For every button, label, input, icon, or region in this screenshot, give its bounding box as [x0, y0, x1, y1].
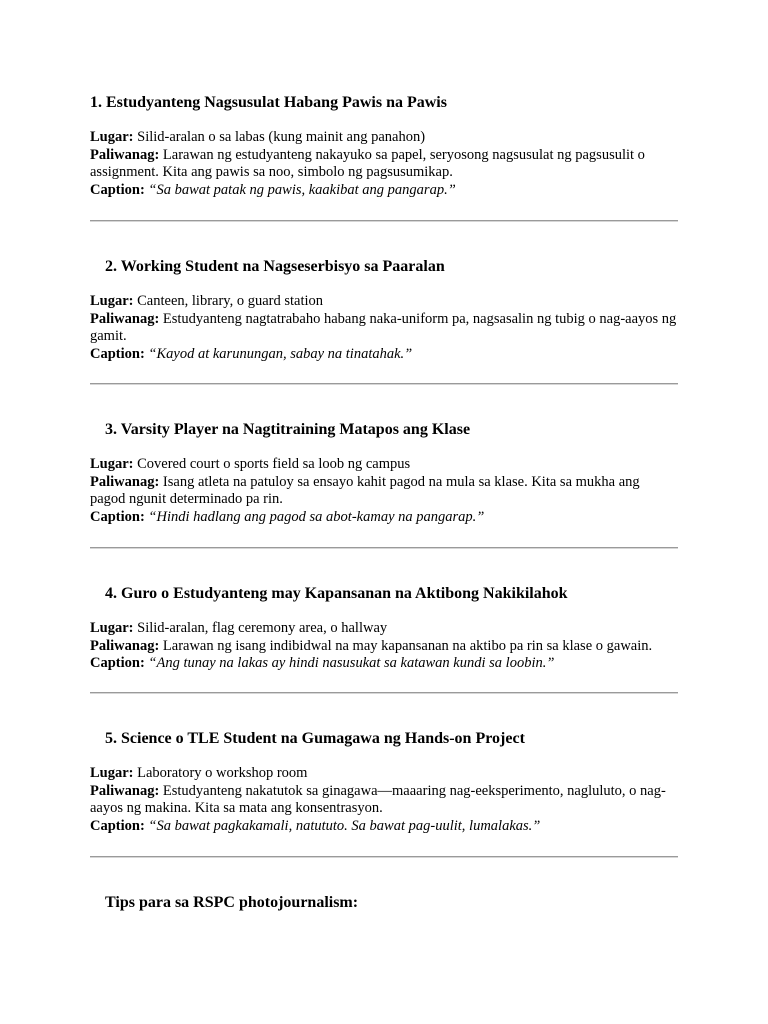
- paliwanag-label: Paliwanag:: [90, 637, 160, 654]
- section-heading: 3. Varsity Player na Nagtitraining Matapos ang Klase: [105, 421, 471, 438]
- lugar-text: Canteen, library, o guard station: [137, 293, 324, 309]
- horizontal-rule: [90, 547, 678, 549]
- horizontal-rule: [90, 856, 678, 858]
- paliwanag-label: Paliwanag:: [90, 146, 160, 163]
- lugar-label: Lugar:: [90, 620, 134, 636]
- caption-label: Caption:: [90, 181, 145, 198]
- paliwanag-text: Larawan ng estudyanteng nakayuko sa papel, seryosong nagsusulat ng pagsusulit o assignment. Kita ang pawis sa noo, simbolo ng pagsusumikap.: [90, 146, 645, 180]
- lugar-row: [90, 765, 678, 783]
- caption-text: “Kayod at karunungan, sabay na tinatahak.”: [148, 345, 413, 362]
- section-heading: 4. Guro o Estudyanteng may Kapansanan na Aktibong Nakikilahok: [105, 585, 568, 602]
- section-2: [90, 257, 678, 363]
- tips-section: [90, 893, 678, 913]
- horizontal-rule: [90, 220, 678, 222]
- section-body: [90, 765, 678, 835]
- caption-label: Caption:: [90, 508, 145, 525]
- paliwanag-row: [90, 311, 678, 346]
- paliwanag-text: Estudyanteng nakatutok sa ginagawa—maaaring nag-eeksperimento, nagluluto, o nag-aayos ng makina. Kita sa mata ang konsentrasyon.: [90, 782, 666, 816]
- section-5: [90, 729, 678, 835]
- section-heading: 1. Estudyanteng Nagsusulat Habang Pawis na Pawis: [90, 94, 447, 111]
- caption-label: Caption:: [90, 817, 145, 834]
- caption-row: [90, 509, 678, 527]
- paliwanag-label: Paliwanag:: [90, 473, 160, 490]
- lugar-text: Silid-aralan o sa labas (kung mainit ang panahon): [137, 129, 426, 145]
- caption-row: [90, 346, 678, 364]
- section-heading: 2. Working Student na Nagseserbisyo sa Paaralan: [105, 258, 445, 275]
- lugar-label: Lugar:: [90, 456, 134, 472]
- caption-row: [90, 182, 678, 200]
- caption-text: “Hindi hadlang ang pagod sa abot-kamay na pangarap.”: [148, 508, 485, 525]
- lugar-row: [90, 293, 678, 311]
- section-1: [90, 93, 678, 199]
- section-4: [90, 584, 678, 673]
- lugar-text: Laboratory o workshop room: [137, 765, 308, 781]
- caption-row: [90, 818, 678, 836]
- section-body: [90, 293, 678, 363]
- lugar-row: [90, 456, 678, 474]
- paliwanag-label: Paliwanag:: [90, 310, 160, 327]
- caption-label: Caption:: [90, 345, 145, 362]
- caption-label: Caption:: [90, 655, 145, 671]
- paliwanag-row: [90, 783, 678, 818]
- lugar-row: [90, 620, 678, 638]
- section-body: [90, 129, 678, 199]
- section-heading: 5. Science o TLE Student na Gumagawa ng Hands-on Project: [105, 730, 525, 747]
- caption-text: “Sa bawat pagkakamali, natututo. Sa bawat pag-uulit, lumalakas.”: [148, 817, 541, 834]
- section-body: [90, 620, 678, 673]
- lugar-label: Lugar:: [90, 765, 134, 781]
- section-3: [90, 420, 678, 526]
- paliwanag-row: [90, 638, 678, 656]
- paliwanag-text: Estudyanteng nagtatrabaho habang naka-uniform pa, nagsasalin ng tubig o nag-aayos ng gamit.: [90, 310, 677, 344]
- lugar-label: Lugar:: [90, 129, 134, 145]
- lugar-text: Silid-aralan, flag ceremony area, o hallway: [137, 620, 388, 636]
- horizontal-rule: [90, 383, 678, 385]
- lugar-row: [90, 129, 678, 147]
- caption-row: [90, 655, 678, 673]
- paliwanag-row: [90, 474, 678, 509]
- horizontal-rule: [90, 692, 678, 694]
- caption-text: “Ang tunay na lakas ay hindi nasusukat sa katawan kundi sa loobin.”: [148, 655, 555, 671]
- lugar-label: Lugar:: [90, 293, 134, 309]
- tips-heading: Tips para sa RSPC photojournalism:: [105, 894, 359, 911]
- paliwanag-label: Paliwanag:: [90, 782, 160, 799]
- caption-text: “Sa bawat patak ng pawis, kaakibat ang pangarap.”: [148, 181, 456, 198]
- paliwanag-text: Isang atleta na patuloy sa ensayo kahit pagod na mula sa klase. Kita sa mukha ang pagod ngunit determinado pa rin.: [90, 473, 640, 507]
- paliwanag-text: Larawan ng isang indibidwal na may kapansanan na aktibo pa rin sa klase o gawain.: [162, 637, 653, 654]
- paliwanag-row: [90, 147, 678, 182]
- section-body: [90, 456, 678, 526]
- lugar-text: Covered court o sports field sa loob ng campus: [137, 456, 411, 472]
